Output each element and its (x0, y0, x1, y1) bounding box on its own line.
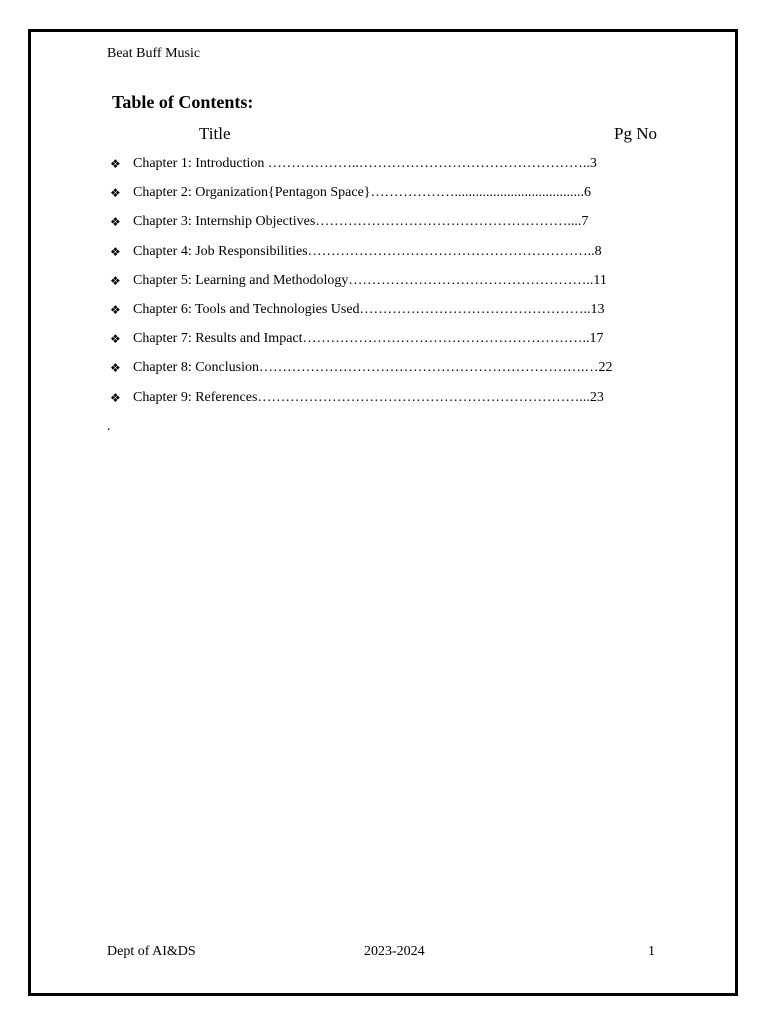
toc-heading: Table of Contents: (112, 92, 254, 112)
footer-page-number: 1 (648, 944, 655, 959)
footer-year: 2023-2024 (364, 944, 425, 959)
toc-entry[interactable] (110, 298, 650, 327)
toc-column-page-number: Pg No (614, 124, 657, 143)
footer-department: Dept of AI&DS (107, 944, 196, 959)
diamond-bullet-icon: ❖ (110, 361, 121, 376)
toc-entry[interactable] (110, 386, 650, 415)
toc-entry[interactable] (110, 269, 650, 298)
diamond-bullet-icon: ❖ (110, 186, 121, 201)
toc-entry[interactable] (110, 240, 650, 269)
diamond-bullet-icon: ❖ (110, 390, 121, 405)
stray-period: . (107, 419, 111, 434)
toc-entry-text: Chapter 9: References……………………………………………………………...23 (133, 389, 604, 405)
toc-entry-text: Chapter 7: Results and Impact……………………………………………………..17 (133, 331, 604, 347)
toc-entry-text: Chapter 3: Internship Objectives………………………………………………....7 (133, 214, 589, 230)
toc-entry-text: Chapter 2: Organization{Pentagon Space}……………….....................................6 (133, 185, 592, 201)
running-header: Beat Buff Music (107, 46, 201, 61)
diamond-bullet-icon: ❖ (110, 302, 121, 317)
diamond-bullet-icon: ❖ (110, 157, 121, 171)
toc-entry-text: Chapter 8: Conclusion…………………………………………………………….…22 (133, 360, 613, 376)
toc-entry-text: Chapter 5: Learning and Methodology……………………………………………..11 (133, 272, 607, 288)
diamond-bullet-icon: ❖ (110, 244, 121, 259)
toc-entry[interactable] (110, 152, 650, 181)
toc-list (110, 152, 650, 415)
diamond-bullet-icon: ❖ (110, 332, 121, 347)
toc-entry[interactable] (110, 356, 650, 385)
toc-entry[interactable] (110, 181, 650, 210)
diamond-bullet-icon: ❖ (110, 215, 121, 230)
diamond-bullet-icon: ❖ (110, 273, 121, 288)
toc-entry-text: Chapter 1: Introduction ………………..…………………………………………..3 (133, 156, 597, 171)
toc-entry-text: Chapter 6: Tools and Technologies Used…………………………………………..13 (133, 301, 605, 317)
toc-entry-text: Chapter 4: Job Responsibilities……………………………………………………..8 (133, 243, 602, 259)
toc-column-title: Title (199, 124, 231, 143)
toc-entry[interactable] (110, 327, 650, 356)
toc-entry[interactable] (110, 210, 650, 239)
